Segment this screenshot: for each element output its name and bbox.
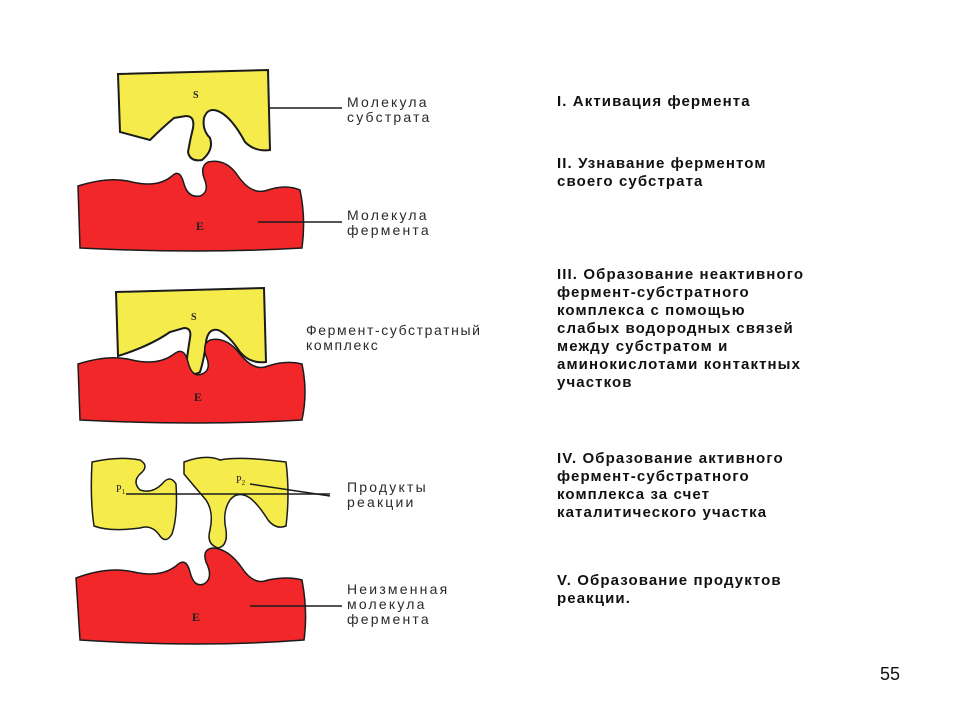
- substrate-letter: S: [193, 90, 199, 101]
- substrate-molecule-shape: [118, 70, 270, 160]
- complex-label: Фермент-субстратный комплекс: [306, 322, 482, 353]
- product-2-shape: [184, 457, 288, 548]
- unchanged-enzyme-letter: E: [192, 610, 201, 624]
- unchanged-enzyme-shape: [76, 548, 306, 644]
- product-1-subscript: 1: [121, 488, 126, 496]
- enzyme-molecule-shape: [78, 161, 304, 251]
- product-1-letter: P: [116, 484, 122, 495]
- stage-2-text: II. Узнавание ферментом своего субстрата: [557, 155, 767, 190]
- enzyme-molecule-label: Молекула фермента: [347, 207, 431, 238]
- stage-1-text: I. Активация фермента: [557, 93, 751, 110]
- product-1-shape: [91, 458, 176, 539]
- product-2-letter: P: [236, 475, 242, 486]
- complex-enzyme-letter: E: [194, 390, 203, 404]
- enzyme-letter: E: [196, 219, 205, 233]
- page-number: 55: [879, 664, 900, 684]
- substrate-molecule-label: Молекула субстрата: [347, 94, 432, 125]
- product-2-subscript: 2: [241, 479, 246, 487]
- complex-substrate-letter: S: [191, 312, 197, 323]
- stage-3-text: III. Образование неактивного фермент-субстратного комплекса с помощью слабых водородных связей между субстратом и аминокислотами контактных участков: [557, 266, 805, 391]
- unchanged-enzyme-label: Неизменная молекула фермента: [347, 581, 450, 627]
- stage-4-text: IV. Образование активного фермент-субстратного комплекса за счет каталитического участка: [557, 450, 784, 521]
- products-label: Продукты реакции: [347, 479, 428, 510]
- stage-5-text: V. Образование продуктов реакции.: [557, 572, 782, 607]
